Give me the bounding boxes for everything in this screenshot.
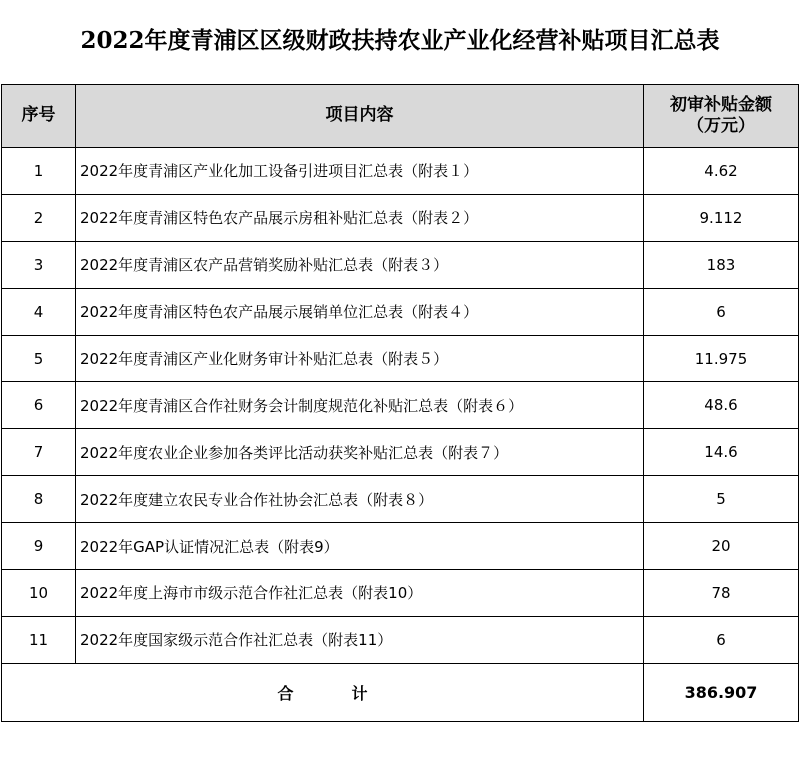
header-amount	[644, 85, 799, 148]
row-amount: 48.6	[644, 382, 799, 429]
row-amount: 5	[644, 476, 799, 523]
row-amount: 6	[644, 616, 799, 663]
row-content: 2022年度青浦区特色农产品展示房租补贴汇总表（附表２）	[76, 194, 644, 241]
row-content: 2022年GAP认证情况汇总表（附表9）	[76, 523, 644, 570]
row-no: 7	[2, 429, 76, 476]
row-amount: 78	[644, 570, 799, 617]
summary-table	[1, 84, 799, 722]
row-amount: 11.975	[644, 335, 799, 382]
table-row	[2, 570, 799, 617]
row-content: 2022年度国家级示范合作社汇总表（附表11）	[76, 616, 644, 663]
row-no: 2	[2, 194, 76, 241]
header-amount-line1: 初审补贴金额	[670, 94, 772, 115]
table-row	[2, 335, 799, 382]
row-no: 1	[2, 148, 76, 195]
table-row	[2, 288, 799, 335]
table-row	[2, 523, 799, 570]
row-content: 2022年度青浦区特色农产品展示展销单位汇总表（附表４）	[76, 288, 644, 335]
header-content: 项目内容	[76, 85, 644, 148]
table-row	[2, 476, 799, 523]
row-no: 4	[2, 288, 76, 335]
table-header-row	[2, 85, 799, 148]
row-content: 2022年度青浦区农产品营销奖励补贴汇总表（附表３）	[76, 241, 644, 288]
total-label	[2, 663, 644, 721]
table-row	[2, 616, 799, 663]
row-content: 2022年度青浦区产业化财务审计补贴汇总表（附表５）	[76, 335, 644, 382]
header-no: 序号	[2, 85, 76, 148]
table-row	[2, 241, 799, 288]
row-amount: 6	[644, 288, 799, 335]
row-amount: 183	[644, 241, 799, 288]
row-content: 2022年度建立农民专业合作社协会汇总表（附表８）	[76, 476, 644, 523]
table-row	[2, 429, 799, 476]
table-row	[2, 382, 799, 429]
total-amount: 386.907	[644, 663, 799, 721]
row-no: 5	[2, 335, 76, 382]
total-label-1: 合	[277, 683, 294, 703]
row-amount: 14.6	[644, 429, 799, 476]
row-amount: 4.62	[644, 148, 799, 195]
row-content: 2022年度青浦区合作社财务会计制度规范化补贴汇总表（附表６）	[76, 382, 644, 429]
page-title: 2022年度青浦区区级财政扶持农业产业化经营补贴项目汇总表	[80, 27, 720, 54]
row-content: 2022年度上海市市级示范合作社汇总表（附表10）	[76, 570, 644, 617]
row-content: 2022年度青浦区产业化加工设备引进项目汇总表（附表１）	[76, 148, 644, 195]
row-no: 9	[2, 523, 76, 570]
row-no: 10	[2, 570, 76, 617]
row-no: 8	[2, 476, 76, 523]
row-content: 2022年度农业企业参加各类评比活动获奖补贴汇总表（附表７）	[76, 429, 644, 476]
row-no: 3	[2, 241, 76, 288]
row-amount: 20	[644, 523, 799, 570]
row-amount: 9.112	[644, 194, 799, 241]
total-label-2: 计	[351, 683, 368, 703]
table-row	[2, 194, 799, 241]
header-amount-line2: （万元）	[687, 116, 755, 136]
table-row	[2, 148, 799, 195]
row-no: 6	[2, 382, 76, 429]
total-row	[2, 663, 799, 721]
row-no: 11	[2, 616, 76, 663]
